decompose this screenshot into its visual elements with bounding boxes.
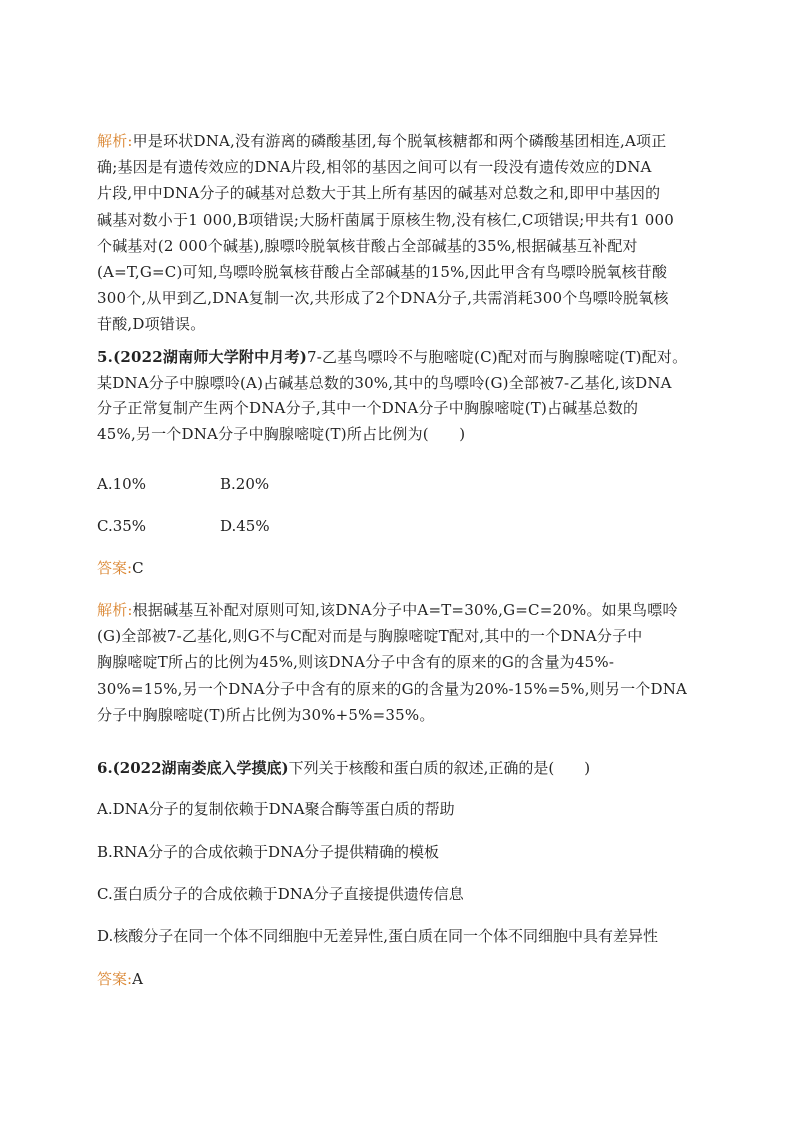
q4-explanation-line-2: 确;基因是有遗传效应的DNA片段,相邻的基因之间可以有一段没有遗传效应的DNA (97, 158, 652, 177)
q4-explanation-line-6: (A=T,G=C)可知,鸟嘌呤脱氧核苷酸占全部碱基的15%,因此甲含有鸟嘌呤脱氧核苷酸 (97, 262, 668, 281)
q6-source: (2022湖南娄底入学摸底) (112, 759, 289, 777)
q5-explanation-line-5: 分子中胸腺嘧啶(T)所占比例为30%+5%=35%。 (97, 705, 435, 724)
q6-option-c[interactable]: C.蛋白质分子的合成依赖于DNA分子直接提供遗传信息 (97, 885, 464, 903)
q5-option-c[interactable]: C.35% (97, 517, 147, 535)
q4-explanation-line-7: 300个,从甲到乙,DNA复制一次,共形成了2个DNA分子,共需消耗300个鸟嘌呤脱氧核 (97, 289, 669, 308)
q5-source: (2022湖南师大学附中月考) (113, 348, 308, 366)
q5-explanation-line-2: (G)全部被7-乙基化,则G不与C配对而是与胸腺嘧啶T配对,其中的一个DNA分子中 (97, 627, 643, 646)
q6-answer: 答案:A (97, 970, 143, 988)
q4-explanation (97, 128, 705, 338)
q5-options-row-1 (97, 474, 343, 494)
q5-answer: 答案:C (97, 559, 144, 577)
q5-explanation-line-3: 胸腺嘧啶T所占的比例为45%,则该DNA分子中含有的原来的G的含量为45%- (97, 653, 615, 672)
q5-stem-line-2: 某DNA分子中腺嘌呤(A)占碱基总数的30%,其中的鸟嘌呤(G)全部被7-乙基化,该DNA (97, 373, 672, 392)
q5-stem (97, 345, 705, 447)
q5-explanation-line-1: 解析:根据碱基互补配对原则可知,该DNA分子中A=T=30%,G=C=20%。如果鸟嘌呤 (97, 601, 678, 619)
q4-explanation-line-5: 个碱基对(2 000个碱基),腺嘌呤脱氧核苷酸占全部碱基的35%,根据碱基互补配对 (97, 236, 638, 255)
q5-answer-value: C (132, 559, 144, 577)
q6-answer-value: A (132, 970, 143, 988)
q4-explanation-line-8: 苷酸,D项错误。 (97, 315, 206, 334)
q5-option-b[interactable]: B.20% (220, 475, 270, 493)
q5-stem-line-4: 45%,另一个DNA分子中胸腺嘧啶(T)所占比例为( ) (97, 424, 466, 443)
explanation-label: 解析 (97, 132, 128, 150)
q4-explanation-line-4: 碱基对数小于1 000,B项错误;大肠杆菌属于原核生物,没有核仁,C项错误;甲共有1 000 (97, 210, 674, 229)
q6-option-d[interactable]: D.核酸分子在同一个体不同细胞中无差异性,蛋白质在同一个体不同细胞中具有差异性 (97, 927, 659, 945)
q5-answer-label: 答案 (97, 559, 128, 577)
q5-stem-line-1: 5.(2022湖南师大学附中月考)7-乙基鸟嘌呤不与胞嘧啶(C)配对而与胸腺嘧啶(T)配对。 (97, 348, 688, 366)
q6-option-a[interactable]: A.DNA分子的复制依赖于DNA聚合酶等蛋白质的帮助 (97, 800, 455, 818)
q5-options-row-2 (97, 516, 343, 536)
q6-option-b[interactable]: B.RNA分子的合成依赖于DNA分子提供精确的模板 (97, 843, 440, 861)
q4-explanation-line-1: 解析:甲是环状DNA,没有游离的磷酸基团,每个脱氧核糖都和两个磷酸基团相连,A项正 (97, 132, 667, 150)
q5-explanation (97, 597, 705, 728)
q4-explanation-line-3: 片段,甲中DNA分子的碱基对总数大于其上所有基因的碱基对总数之和,即甲中基因的 (97, 184, 661, 203)
q5-number: 5 (97, 348, 108, 366)
q5-explanation-line-4: 30%=15%,另一个DNA分子中含有的原来的G的含量为20%-15%=5%,则另一个DNA (97, 679, 688, 698)
q6-answer-label: 答案 (97, 970, 128, 988)
q5-option-d[interactable]: D.45% (220, 517, 270, 535)
q5-option-a[interactable]: A.10% (97, 475, 146, 493)
q6-number: 6 (97, 759, 108, 777)
q6-stem: 6.(2022湖南娄底入学摸底)下列关于核酸和蛋白质的叙述,正确的是( ) (97, 759, 591, 777)
q5-stem-line-3: 分子正常复制产生两个DNA分子,其中一个DNA分子中胸腺嘧啶(T)占碱基总数的 (97, 399, 639, 417)
